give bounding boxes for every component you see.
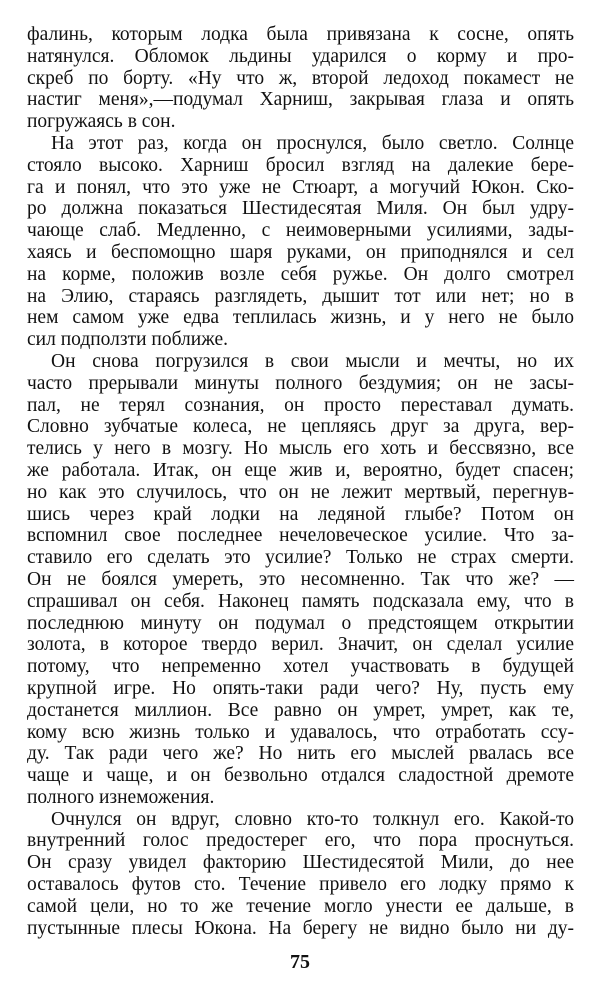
text-line: на корме, положив возле себя ружье. Он долго смотрел <box>27 263 574 285</box>
text-line: пал, не терял сознания, он просто переставал думать. <box>27 394 574 416</box>
text-line: На этот раз, когда он проснулся, было светло. Солнце <box>51 132 574 154</box>
text-line: шись через край лодки на ледяной глыбе? Потом он <box>27 503 574 525</box>
text-line: сил подползти поближе. <box>27 329 228 351</box>
text-line: чаще и чаще, и он безвольно отдался сладостной дремоте <box>27 765 574 787</box>
text-line: же работала. Итак, он еще жив и, вероятно, будет спасен; <box>27 459 574 481</box>
text-line: га и понял, что это уже не Стюарт, а могучий Юкон. Ско- <box>27 176 574 198</box>
text-line: золота, в которое твердо верил. Значит, он сделал усилие <box>27 634 574 656</box>
text-line: скреб по борту. «Ну что ж, второй ледоход покамест не <box>27 67 574 89</box>
text-line: Очнулся он вдруг, словно кто-то толкнул его. Какой-то <box>51 808 574 830</box>
page-body-text <box>27 24 574 939</box>
text-line: достанется миллион. Все равно он умрет, умрет, как те, <box>27 699 574 721</box>
text-line: стояло высоко. Харниш бросил взгляд на далекие бере- <box>27 154 574 176</box>
paragraph <box>27 351 574 809</box>
text-line: ро должна показаться Шестидесятая Миля. Он был удру- <box>27 198 574 220</box>
text-line: самой цели, но то же течение могло унести ее дальше, в <box>27 895 574 917</box>
text-line: полного изнеможения. <box>27 786 215 808</box>
text-line: чающе слаб. Медленно, с неимоверными усилиями, зады- <box>27 220 574 242</box>
text-line: внутренний голос предостерег его, что пора проснуться. <box>27 830 574 852</box>
paragraph <box>27 133 574 351</box>
text-line: крупной игре. Но опять-таки ради чего? Ну, пусть ему <box>27 677 574 699</box>
text-line: настиг меня»,—подумал Харниш, закрывая глаза и опять <box>27 89 574 111</box>
text-line: Словно зубчатые колеса, не цепляясь друг за друга, вер- <box>27 416 574 438</box>
text-line: нем самом уже едва теплилась жизнь, и у него не было <box>27 307 574 329</box>
text-line: хаясь и беспомощно шаря руками, он приподнялся и сел <box>27 241 574 263</box>
paragraph <box>27 809 574 940</box>
text-line: последнюю минуту он подумал о предстоящем открытии <box>27 612 574 634</box>
text-line: часто прерывали минуты полного бездумия; он не засы- <box>27 372 574 394</box>
text-line: телись у него в мозгу. Но мысль его хоть и бессвязно, все <box>27 438 574 460</box>
text-line: погружаясь в сон. <box>27 111 176 133</box>
text-line: ставило его сделать это усилие? Только не страх смерти. <box>27 547 574 569</box>
text-line: ду. Так ради чего же? Но нить его мыслей рвалась все <box>27 743 574 765</box>
page-number: 75 <box>290 951 310 973</box>
text-line: Он не боялся умереть, это несомненно. Так что же? — <box>27 568 574 590</box>
text-line: но как это случилось, что он не лежит мертвый, перегнув- <box>27 481 574 503</box>
text-line: на Элию, стараясь разглядеть, дышит тот или нет; но в <box>27 285 574 307</box>
text-line: фалинь, которым лодка была привязана к сосне, опять <box>27 24 574 45</box>
text-line: Он снова погрузился в свои мысли и мечты, но их <box>51 350 574 372</box>
text-line: оставалось футов сто. Течение привело его лодку прямо к <box>27 874 574 896</box>
text-line: кому всю жизнь только и удавалось, что отработать ссу- <box>27 721 574 743</box>
text-line: потому, что непременно хотел участвовать в будущей <box>27 656 574 678</box>
text-line: спрашивал он себя. Наконец память подсказала ему, что в <box>27 590 574 612</box>
text-line: пустынные плесы Юкона. На берегу не видно было ни ду- <box>27 917 574 939</box>
text-line: натянулся. Обломок льдины ударился о корму и про- <box>27 45 574 67</box>
text-line: Он сразу увидел факторию Шестидесятой Мили, до нее <box>27 852 574 874</box>
text-line: вспомнил свое последнее нечеловеческое усилие. Что за- <box>27 525 574 547</box>
paragraph <box>27 24 574 133</box>
